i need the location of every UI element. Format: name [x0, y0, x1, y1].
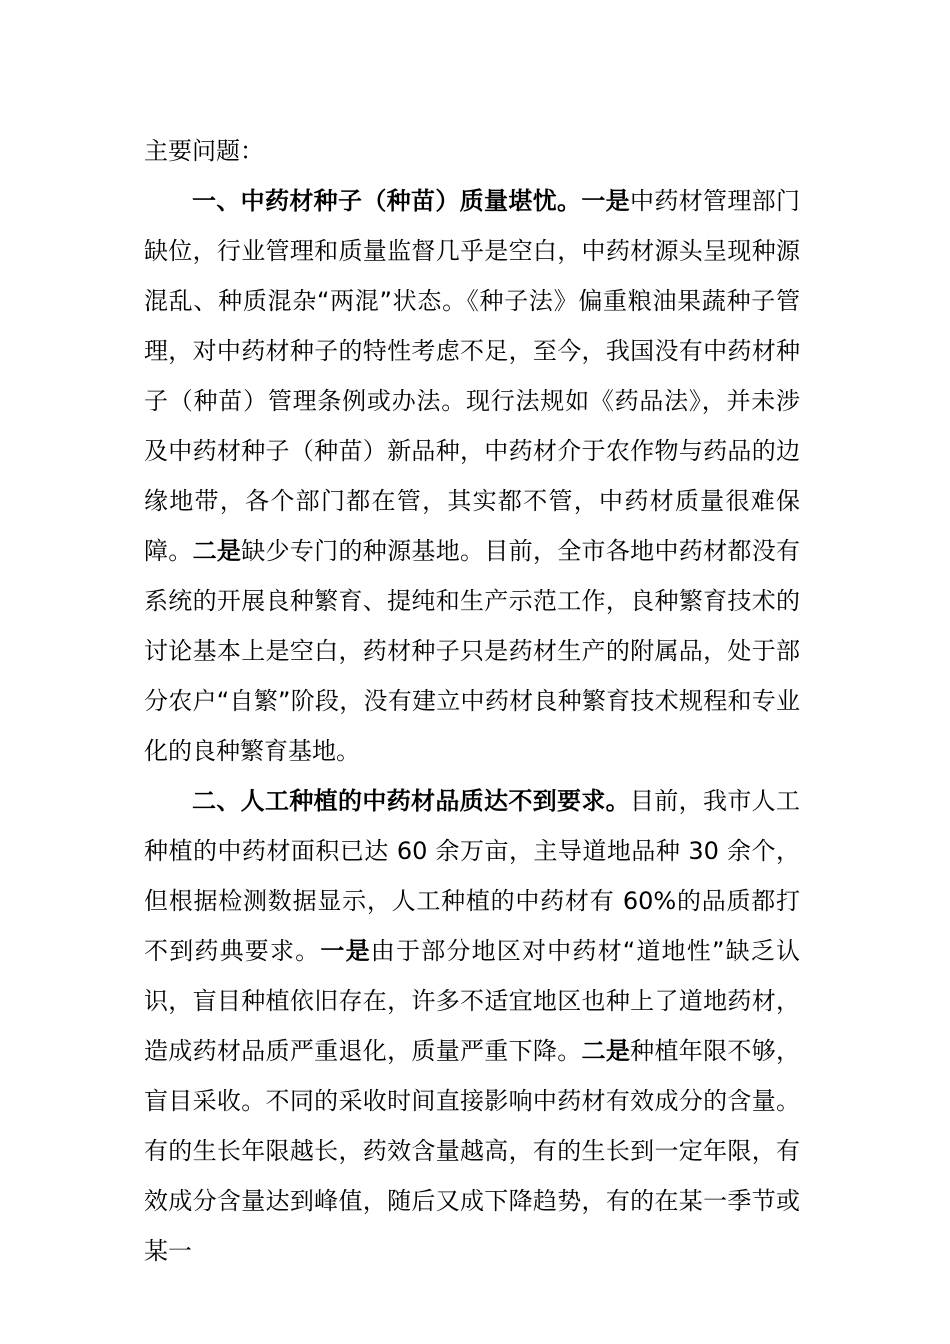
body-text: 由于部分地区对中药材“道地性”缺乏认识，盲目种植依旧存在，许多不适宜地区也种上了道地药材，造成药材品质严重退化，质量严重下降。 — [144, 937, 801, 1065]
body-text: 目前，我市人工种植的中药材面积已达 60 余万亩，主导道地品种 30 余个，但根据检测数据显示，人工种植的中药材有 60%的品质都打不到药典要求。 — [144, 787, 800, 965]
paragraph-cultivation-quality — [144, 776, 800, 1276]
point-label-first: 一是 — [581, 187, 631, 215]
body-text: 缺少专门的种源基地。目前，全市各地中药材都没有系统的开展良种繁育、提纯和生产示范工作，良种繁育技术的讨论基本上是空白，药材种子只是药材生产的附属品，处于部分农户“自繁”阶段，没有建立中药材良种繁育技术规程和专业化的良种繁育基地。 — [144, 537, 801, 765]
paragraph-title: 一、中药材种子（种苗）质量堪忧。 — [192, 187, 582, 215]
point-label-first: 一是 — [320, 937, 371, 965]
paragraph-title: 二、人工种植的中药材品质达不到要求。 — [192, 787, 630, 815]
body-text: 中药材管理部门缺位，行业管理和质量监督几乎是空白，中药材源头呈现种源混乱、种质混杂“两混”状态。《种子法》偏重粮油果蔬种子管理，对中药材种子的特性考虑不足，至今，我国没有中药材种子（种苗）管理条例或办法。现行法规如《药品法》，并未涉及中药材种子（种苗）新品种，中药材介于农作物与药品的边缘地带，各个部门都在管，其实都不管，中药材质量很难保障。 — [144, 187, 801, 565]
body-text: 种植年限不够，盲目采收。不同的采收时间直接影响中药材有效成分的含量。有的生长年限越长，药效含量越高，有的生长到一定年限，有效成分含量达到峰值，随后又成下降趋势，有的在某一季节或某一 — [144, 1037, 801, 1265]
point-label-second: 二是 — [581, 1037, 631, 1065]
document-page — [144, 126, 800, 1276]
point-label-second: 二是 — [192, 537, 242, 565]
paragraph-seed-quality — [144, 176, 800, 776]
section-heading: 主要问题： — [144, 137, 264, 165]
